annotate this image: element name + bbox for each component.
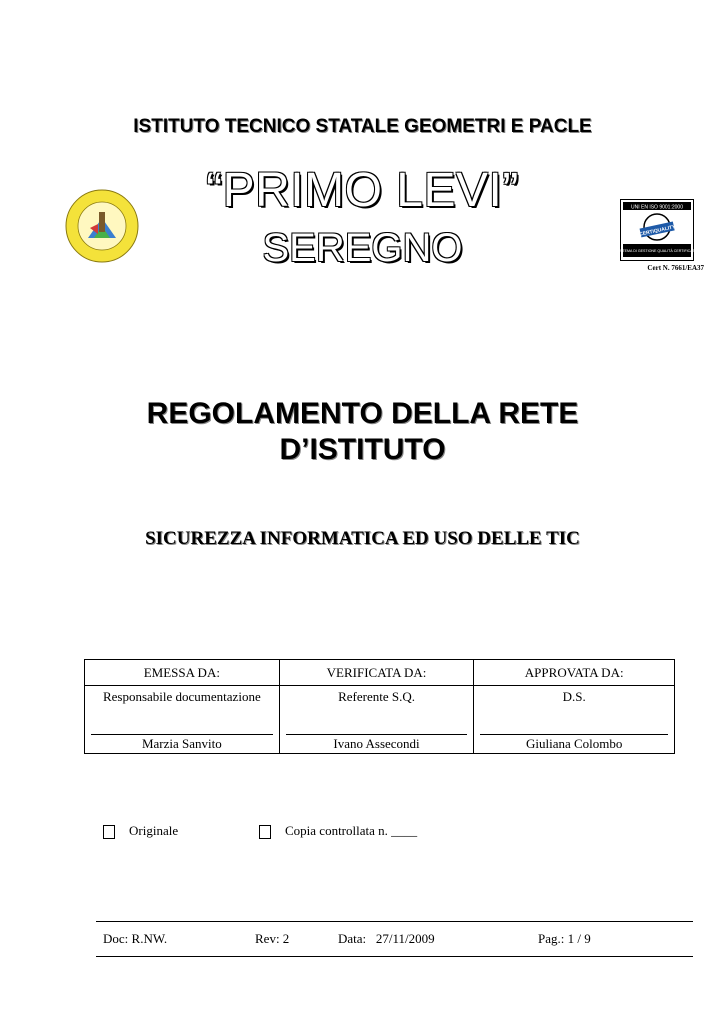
document-title-line2: D’ISTITUTO — [279, 433, 446, 466]
original-checkbox[interactable] — [103, 825, 115, 839]
issued-by-header: EMESSA DA: — [85, 660, 280, 686]
signature-line — [480, 734, 668, 735]
approval-table — [84, 659, 675, 754]
school-name: ISTITUTO TECNICO STATALE GEOMETRI E PACLE — [133, 116, 592, 137]
verified-by-role: Referente S.Q. — [338, 689, 415, 704]
approved-by-cell — [474, 686, 675, 754]
controlled-copy-option[interactable] — [259, 823, 417, 839]
cert-logo-bottom-text: SISTEMA DI GESTIONE QUALITÀ CERTIFICATO — [620, 249, 694, 253]
footer-page-number: Pag.: 1 / 9 — [538, 931, 591, 946]
controlled-copy-label: Copia controllata n. ____ — [285, 823, 418, 838]
approval-table-body-row — [85, 686, 675, 754]
footer-date: Data: 27/11/2009 — [338, 931, 435, 946]
cert-logo-brand-text: CERTIQUALITY — [638, 224, 677, 238]
approved-by-role: D.S. — [562, 689, 586, 704]
signature-line — [91, 734, 273, 735]
verified-by-cell — [279, 686, 474, 754]
signature-line — [286, 734, 468, 735]
footer-doc-code: Doc: R.NW. — [103, 931, 168, 946]
cert-logo-top-text: UNI EN ISO 9001:2000 — [631, 204, 683, 211]
approval-table-header-row — [85, 660, 675, 686]
city-title: SEREGNO — [262, 226, 463, 270]
original-label: Originale — [129, 823, 179, 838]
certification-logo — [620, 199, 694, 261]
approved-by-name: Giuliana Colombo — [525, 736, 623, 751]
issued-by-role: Responsabile documentazione — [102, 689, 261, 704]
certificate-number: Cert N. 7661/EA37 — [647, 264, 704, 272]
controlled-copy-checkbox[interactable] — [259, 825, 271, 839]
verified-by-header: VERIFICATA DA: — [279, 660, 474, 686]
verified-by-name: Ivano Assecondi — [333, 736, 420, 751]
original-option[interactable] — [103, 823, 178, 839]
document-title — [0, 396, 725, 468]
issued-by-cell — [85, 686, 280, 754]
document-subtitle: SICUREZZA INFORMATICA ED USO DELLE TIC — [145, 528, 580, 549]
footer-bottom-rule — [96, 956, 693, 957]
issued-by-name: Marzia Sanvito — [141, 736, 222, 751]
main-title: “PRIMO LEVI” — [206, 164, 519, 217]
approved-by-header: APPROVATA DA: — [474, 660, 675, 686]
footer-top-rule — [96, 921, 693, 922]
document-title-line1: REGOLAMENTO DELLA RETE — [146, 397, 579, 430]
footer-revision: Rev: 2 — [255, 931, 290, 946]
